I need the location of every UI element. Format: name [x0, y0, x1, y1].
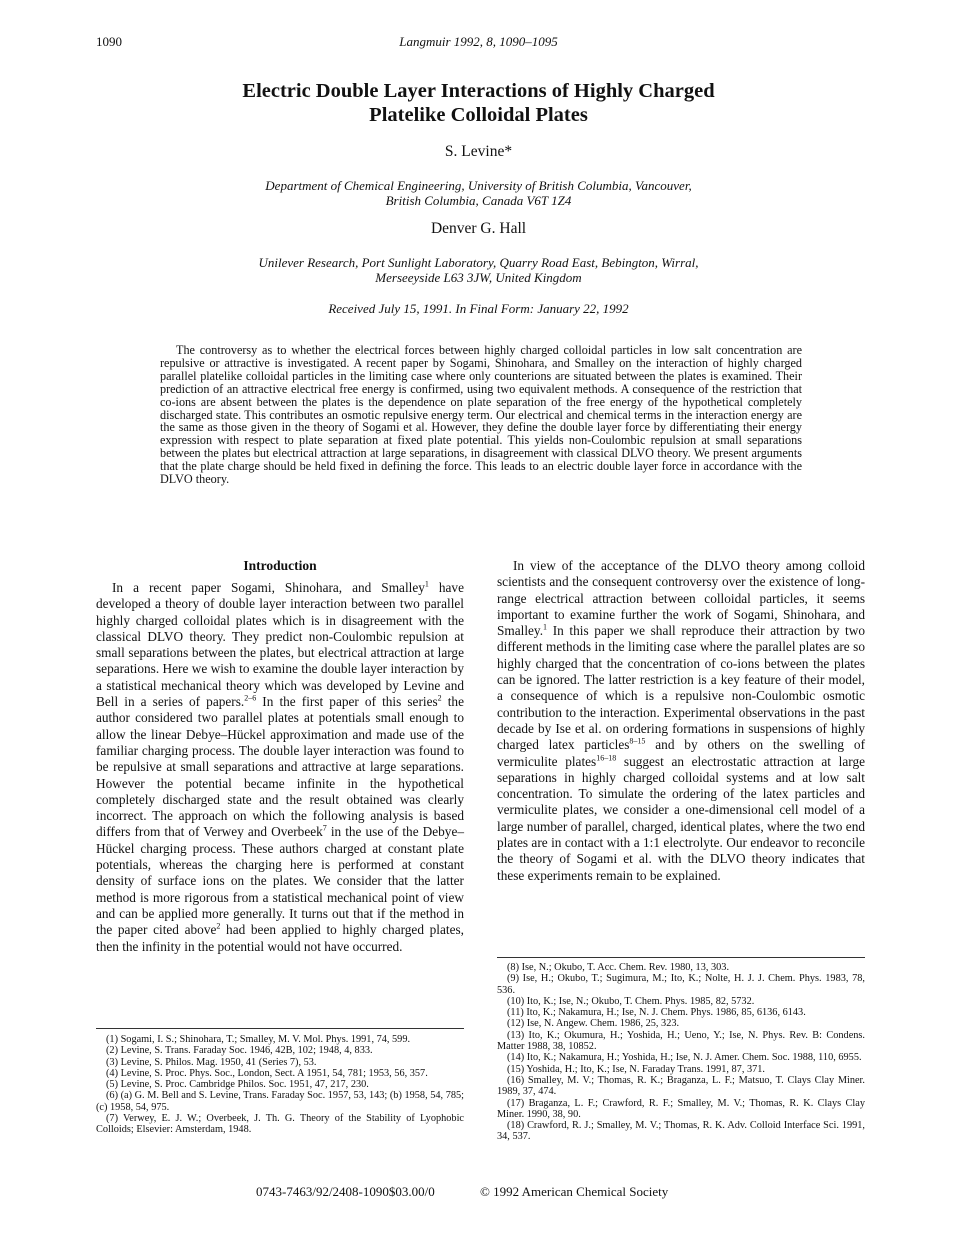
footnote-rule-right	[497, 957, 865, 958]
reference-item: (11) Ito, K.; Nakamura, H.; Ise, N. J. Chem. Phys. 1986, 85, 6136, 6143.	[507, 1007, 806, 1019]
affiliation-ubc-line-1: Department of Chemical Engineering, University of British Columbia, Vancouver,	[265, 178, 692, 193]
reference-item: (15) Yoshida, H.; Ito, K.; Ise, N. Faraday Trans. 1991, 87, 371.	[507, 1063, 765, 1075]
affiliation-ubc-line-2: British Columbia, Canada V6T 1Z4	[385, 193, 572, 208]
page-number: 1090	[96, 34, 122, 49]
reference-item: (16) Smalley, M. V.; Thomas, R. K.; Braganza, L. F.; Matsuo, T. Clays Clay Miner. 1989, 37, 474.	[497, 1074, 865, 1098]
affiliation-unilever-line-2: Merseeyside L63 3JW, United Kingdom	[375, 270, 582, 285]
section-heading-introduction: Introduction	[243, 558, 317, 573]
citation-superscript: 2	[216, 921, 221, 931]
author-levine: S. Levine*	[444, 143, 513, 160]
reference-item: (17) Braganza, L. F.; Crawford, R. F.; Smalley, M. V.; Thomas, R. K. Clays Clay Miner. 1990, 38, 90.	[497, 1097, 865, 1120]
reference-item: (1) Sogami, I. S.; Shinohara, T.; Smalley, M. V. Mol. Phys. 1991, 74, 599.	[106, 1034, 411, 1045]
reference-item: (12) Ise, N. Angew. Chem. 1986, 25, 323.	[507, 1018, 680, 1030]
citation-superscript: 8–15	[629, 736, 646, 746]
citation-superscript: 1	[424, 579, 429, 589]
page-footer	[96, 1184, 861, 1200]
reference-item: (6) (a) G. M. Bell and S. Levine, Trans. Faraday Soc. 1957, 53, 143; (b) 1958, 54, 785; (c) 1958, 54, 975.	[96, 1090, 464, 1113]
citation-superscript: 2–6	[244, 693, 257, 703]
citation-superscript: 2	[437, 693, 442, 703]
introduction-paragraph-2: In view of the acceptance of the DLVO theory among colloid scientists and the consequent controversy over the existence of long-range electrical attraction between colloidal particles, it seems important to examine further the work of Sogami, Shinohara, and Smalley.$^1$ In this paper we shall reproduce their attraction by two different methods in the limiting case where the parallel plates are so highly charged that the concentration of co-ions between the plates can be ignored. The latter restriction is a key feature of their model, a consequence of which is a repulsive non-Coulombic osmotic contribution to the interaction. Experimental observations in the past decade by Ise et al. on ordering formations in suspensions of highly charged latex particles$^{8-15}$ and by others on the swelling of vermiculite plates$^{16-18}$ suggest an electrostatic attraction at large separations in highly charged colloidal systems and at low salt concentration. To simulate the ordering of the latex particles and vermiculite plates, we consider a one-dimensional cell model of a large number of parallel, charged, identical plates, where the two end plates are in contact with a 1:1 electrolyte. Our endeavor to reconcile the theory of Sogami et al. with the DLVO theory indicates that these experiments remain to be explained.	[497, 558, 866, 883]
citation-superscript: 1	[543, 622, 548, 632]
title-line-2: Platelike Colloidal Plates	[369, 104, 588, 126]
reference-item: (9) Ise, H.; Okubo, T.; Sugimura, M.; Ito, K.; Nolte, H. J. J. Chem. Phys. 1983, 78, 536.	[497, 973, 865, 996]
citation-superscript: 7	[322, 824, 327, 834]
article-code: 0743-7463/92/2408-1090$03.00/0	[256, 1184, 435, 1199]
reference-item: (4) Levine, S. Proc. Phys. Soc., London, Sect. A 1951, 54, 781; 1953, 56, 357.	[106, 1067, 428, 1079]
introduction-paragraph: In a recent paper Sogami, Shinohara, and Smalley$^1$ have developed a theory of double layer interaction between two parallel highly charged colloidal plates which is in disagreement with the classical DLVO theory. They predict non-Coulombic repulsion at small separations between the plates, but electrical attraction at large separations. Here we wish to examine the double layer interaction by a statistical mechanical theory which was developed by Levine and Bell in a series of papers.$^{2-6}$ In the first paper of this series$^2$ the author considered two parallel plates at potentials small enough to allow the linear Debye–Hückel approximation and made use of the familiar charging process. The double layer interaction was found to be repulsive at small separations and attractive at large separations. However the potential became infinite in the hypothetical completely discharged state and the result obtained was clearly incorrect. The approach on which the following analysis is based differs from that of Verwey and Overbeek$^7$ in the use of the Debye–Hückel charging process. These authors charged at constant plate potentials, whereas the charging here is performed at constant density of surface ions on the plates. We consider that the latter method is more rigorous from a statistical mechanical point of view and can be applied more generally. It turns out that if the method in the paper cited above$^2$ had been applied to highly charged plates, then the infinity in the potential would not have occurred.	[96, 579, 464, 954]
references-right	[497, 962, 865, 1143]
left-column	[96, 558, 464, 955]
reference-item: (8) Ise, N.; Okubo, T. Acc. Chem. Rev. 1980, 13, 303.	[507, 962, 730, 973]
abstract: The controversy as to whether the electrical forces between highly charged colloidal particles in low salt concentration are repulsive or attractive is investigated. A recent paper by Sogami, Shinohara, and Smalley on the interaction of highly charged parallel platelike colloidal particles in the limiting case where only counterions are situated between the plates is examined. Their prediction of an attractive electrical free energy is confirmed, using two equivalent methods. A consequence of the restriction that co-ions are absent between the plates is the dependence on plate separation of the free energy of the hypothetical completely discharged state. This contributes an osmotic repulsive energy term. Our electrical and chemical terms in the interaction energy are the same as those given in the theory of Sogami et al. However, they define the double layer force by differentiating their energy expression with respect to plate separation at fixed plate potential. This yields non-Coulombic repulsion at small separations between the plates but electrical attraction at large separations, in disagreement with classical DLVO theory. We present arguments that the plate charge should be held fixed in defining the force. This leads to an electric double layer force in accordance with the DLVO theory.	[160, 343, 802, 487]
reference-item: (14) Ito, K.; Nakamura, H.; Yoshida, H.; Ise, N. J. Amer. Chem. Soc. 1988, 110, 6955.	[507, 1052, 862, 1064]
affiliation-unilever	[96, 255, 861, 285]
reference-item: (18) Crawford, R. J.; Smalley, M. V.; Thomas, R. K. Adv. Colloid Interface Sci. 1991, 34, 537.	[497, 1120, 865, 1143]
reference-item: (13) Ito, K.; Okumura, H.; Yoshida, H.; Ueno, Y.; Ise, N. Phys. Rev. B: Condens. Matter 1988, 38, 10852.	[497, 1029, 865, 1053]
journal-citation: Langmuir 1992, 8, 1090–1095	[399, 34, 558, 49]
running-header	[96, 34, 861, 50]
reference-item: (10) Ito, K.; Ise, N.; Okubo, T. Chem. Phys. 1985, 82, 5732.	[507, 995, 755, 1007]
article-title	[96, 79, 861, 127]
reference-item: (2) Levine, S. Trans. Faraday Soc. 1946, 42B, 102; 1948, 4, 833.	[106, 1045, 373, 1057]
citation-superscript: 16–18	[596, 753, 617, 763]
footnote-rule-left	[96, 1028, 464, 1029]
copyright-notice: © 1992 American Chemical Society	[480, 1184, 669, 1199]
affiliation-unilever-line-1: Unilever Research, Port Sunlight Laboratory, Quarry Road East, Bebington, Wirral,	[258, 255, 699, 270]
title-line-1: Electric Double Layer Interactions of Highly Charged	[242, 80, 715, 102]
affiliation-ubc	[96, 178, 861, 208]
author-hall: Denver G. Hall	[430, 220, 527, 237]
references-left	[96, 1034, 464, 1136]
reference-item: (5) Levine, S. Proc. Cambridge Philos. Soc. 1951, 47, 217, 230.	[106, 1079, 369, 1091]
reference-item: (3) Levine, S. Philos. Mag. 1950, 41 (Series 7), 53.	[106, 1056, 317, 1068]
reference-item: (7) Verwey, E. J. W.; Overbeek, J. Th. G. Theory of the Stability of Lyophobic Colloids; Elsevier: Amsterdam, 1948.	[96, 1113, 464, 1136]
right-column	[497, 558, 865, 884]
received-dates: Received July 15, 1991. In Final Form: January 22, 1992	[328, 301, 629, 316]
